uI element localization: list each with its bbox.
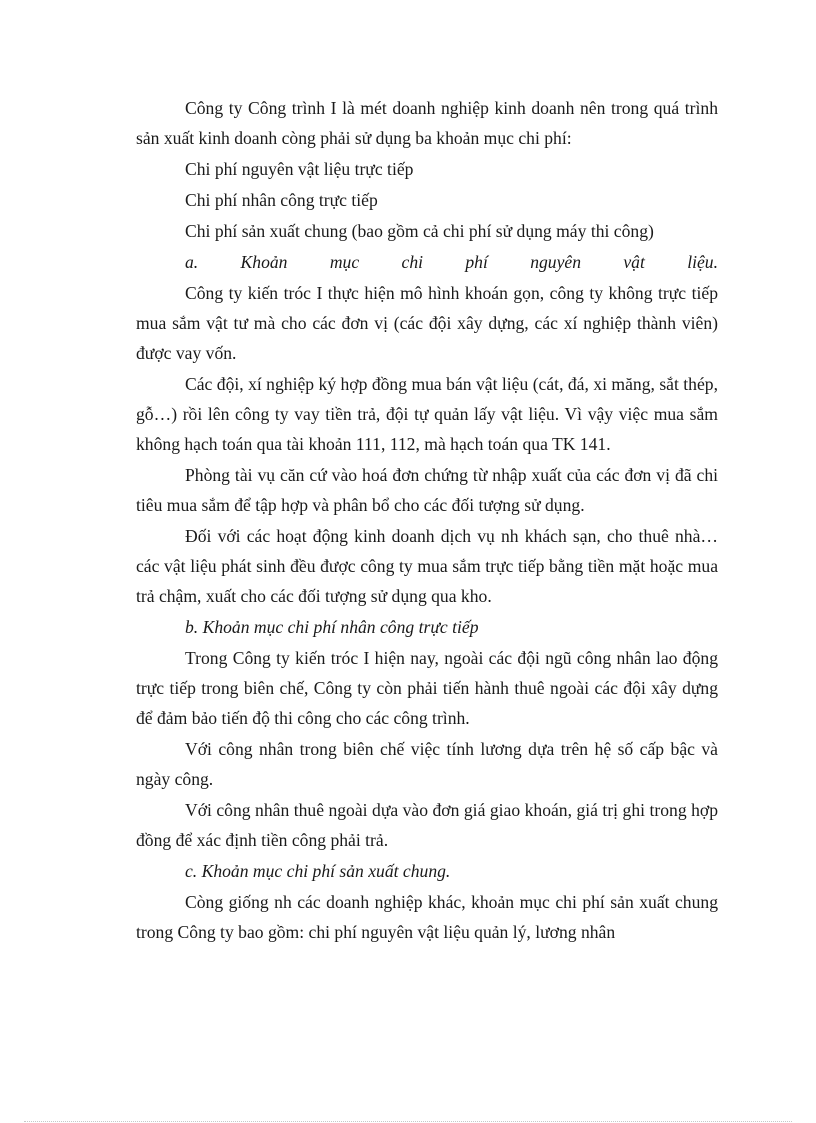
list-item-general-cost: Chi phí sản xuất chung (bao gồm cả chi phí sử dụng máy thi công) xyxy=(185,221,654,241)
paragraph-workforce: Trong Công ty kiến tróc I hiện nay, ngoài các đội ngũ công nhân lao động trực tiếp trong biên chế, Công ty còn phải tiến hành thuê ngoài các đội xây dựng để đảm bảo tiến độ thi công cho các công trình. xyxy=(136,648,718,728)
heading-c-general: c. Khoản mục chi phí sản xuất chung. xyxy=(185,861,451,881)
heading-a-material: a. Khoản mục chi phí nguyên vật liệu. xyxy=(185,252,718,272)
paragraph-general-cost: Còng giống nh các doanh nghiệp khác, khoản mục chi phí sản xuất chung trong Công ty bao gồm: chi phí nguyên vật liệu quản lý, lương nhân xyxy=(136,892,718,942)
paragraph-purchase: Các đội, xí nghiệp ký hợp đồng mua bán vật liệu (cát, đá, xi măng, sắt thép, gỗ…) rồi lên công ty vay tiền trả, đội tự quản lấy vật liệu. Vì vậy việc mua sắm không hạch toán qua tài khoản 111, 112, mà hạch toán qua TK 141. xyxy=(136,374,718,454)
paragraph-contract-model: Công ty kiến tróc I thực hiện mô hình khoán gọn, công ty không trực tiếp mua sắm vật tư mà cho các đơn vị (các đội xây dựng, các xí nghiệp thành viên) được vay vốn. xyxy=(136,283,718,363)
list-item-material-cost: Chi phí nguyên vật liệu trực tiếp xyxy=(185,159,414,179)
heading-b-labor: b. Khoản mục chi phí nhân công trực tiếp xyxy=(185,617,479,637)
paragraph-salary-staff: Với công nhân trong biên chế việc tính lương dựa trên hệ số cấp bậc và ngày công. xyxy=(136,739,718,789)
paragraph-salary-outsourced: Với công nhân thuê ngoài dựa vào đơn giá giao khoán, giá trị ghi trong hợp đồng để xác định tiền công phải trả. xyxy=(136,800,718,850)
paragraph-finance-dept: Phòng tài vụ căn cứ vào hoá đơn chứng từ nhập xuất của các đơn vị đã chi tiêu mua sắm để tập hợp và phân bổ cho các đối tượng sử dụng. xyxy=(136,465,718,515)
document-page xyxy=(136,93,718,948)
list-item-labor-cost: Chi phí nhân công trực tiếp xyxy=(185,190,378,210)
paragraph-intro: Công ty Công trình I là mét doanh nghiệp kinh doanh nên trong quá trình sản xuất kinh doanh còng phải sử dụng ba khoản mục chi phí: xyxy=(136,98,718,148)
paragraph-services: Đối với các hoạt động kinh doanh dịch vụ nh khách sạn, cho thuê nhà… các vật liệu phát sinh đều được công ty mua sắm trực tiếp bằng tiền mặt hoặc mua trả chậm, xuất cho các đối tượng sử dụng qua kho. xyxy=(136,526,718,606)
page-bottom-divider xyxy=(24,1121,792,1122)
